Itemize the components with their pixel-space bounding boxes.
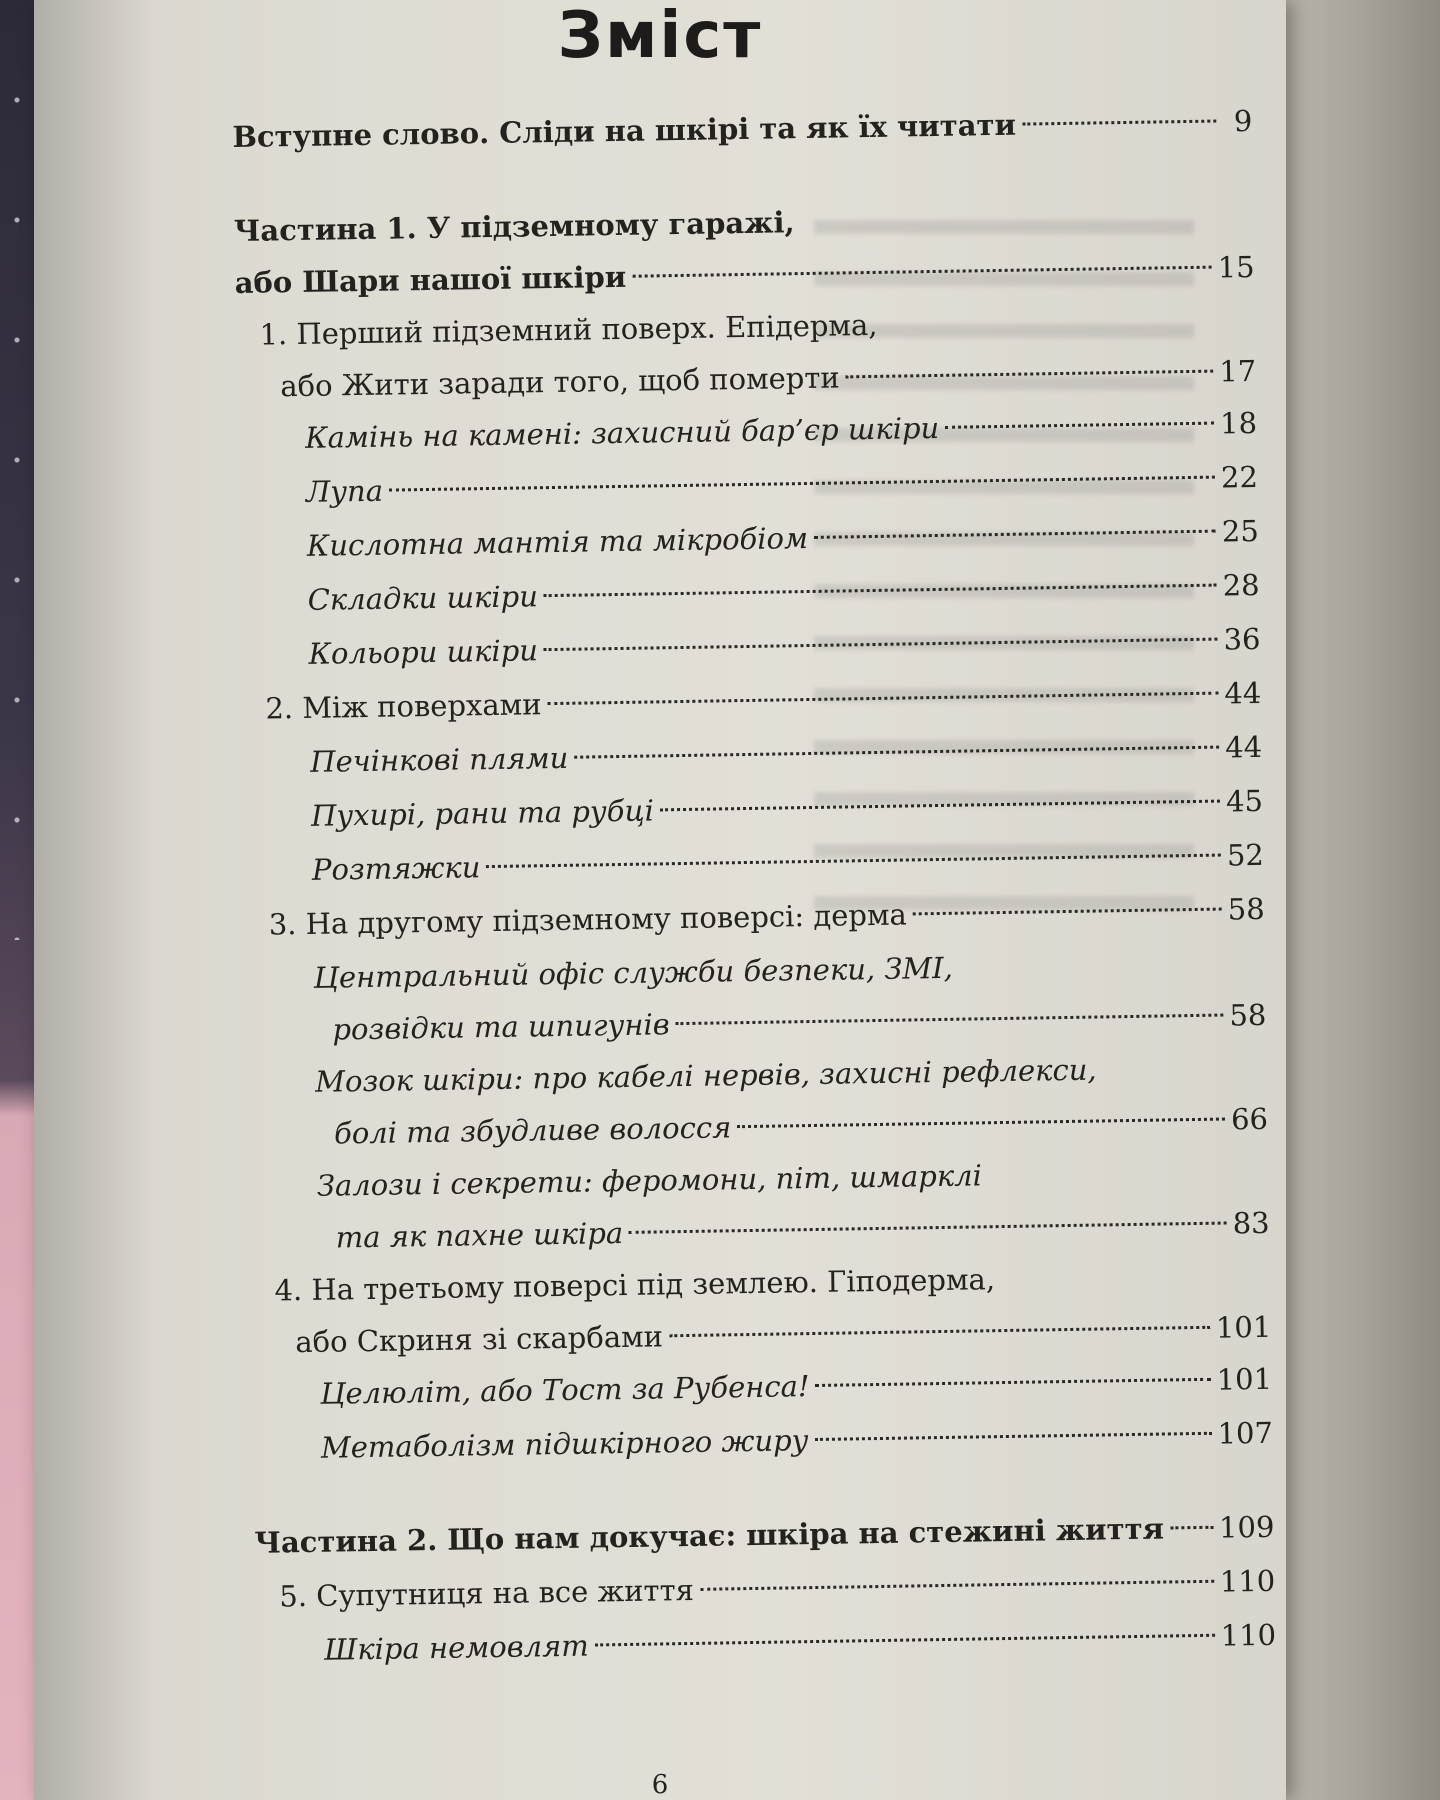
dot-leader	[846, 370, 1214, 379]
toc-entry-label: Лупа	[305, 473, 384, 509]
dot-leader	[676, 1014, 1224, 1026]
dot-leader	[945, 422, 1214, 429]
toc-entry-label: розвідки та шпигунів	[332, 1007, 670, 1047]
toc-entry-label: 4. На третьому поверсі під землею. Гіподерма,	[274, 1262, 996, 1308]
book-cover-edge	[0, 0, 34, 1800]
toc-page-number: 28	[1222, 567, 1260, 603]
dot-leader	[544, 638, 1218, 652]
toc-page-number: 44	[1224, 675, 1262, 711]
toc-entry-label: та як пахне шкіра	[335, 1215, 624, 1255]
toc-page-number: 83	[1232, 1205, 1270, 1241]
toc-page-number: 36	[1223, 621, 1261, 657]
toc-page-number: 17	[1219, 353, 1257, 389]
toc-entry-label: Метаболізм підшкірного жиру	[320, 1423, 809, 1465]
toc-page-number: 45	[1225, 783, 1264, 819]
toc-entry-label: Частина 2. Що нам докучає: шкіра на стежині життя	[254, 1511, 1165, 1560]
toc-entry-label: Камінь на камені: захисний бар’єр шкіри	[304, 410, 940, 455]
toc-page-number: 58	[1229, 997, 1267, 1033]
dot-leader	[1170, 1526, 1213, 1530]
toc-entry-label: або Скриня зі скарбами	[295, 1319, 664, 1360]
toc-entry-label: або Шари нашої шкіри	[234, 259, 627, 300]
page-number: 6	[651, 1770, 669, 1800]
toc-entry-label: Пухирі, рани та рубці	[310, 793, 655, 833]
dot-leader	[629, 1222, 1227, 1234]
toc-page-number: 22	[1220, 459, 1259, 495]
toc-page-number: 66	[1230, 1101, 1269, 1137]
dot-leader	[814, 1432, 1211, 1441]
page-title: Зміст	[557, 0, 763, 73]
toc-page-number: 9	[1233, 103, 1253, 139]
dot-leader	[737, 1118, 1225, 1129]
toc-page-number: 107	[1217, 1415, 1274, 1451]
toc-entry-label: Центральний офіс служби безпеки, ЗМІ,	[313, 950, 954, 995]
dot-leader	[815, 1378, 1210, 1387]
dot-leader	[700, 1580, 1214, 1591]
dot-leader	[486, 854, 1221, 869]
toc-entry-label: Целюліт, або Тост за Рубенса!	[319, 1369, 810, 1411]
toc-page-number: 101	[1215, 1309, 1272, 1345]
dot-leader	[389, 476, 1215, 492]
toc-entry-label: 1. Перший підземний поверх. Епідерма,	[259, 307, 878, 352]
toc-entry-label: Складки шкіри	[307, 579, 539, 617]
toc-entry-label: Кислотна мантія та мікробіом	[306, 521, 809, 563]
toc-page-number: 109	[1218, 1509, 1275, 1545]
toc-page-number: 15	[1217, 249, 1255, 285]
background	[1270, 0, 1440, 1800]
dot-leader	[660, 800, 1220, 812]
toc-page-number: 110	[1219, 1563, 1276, 1599]
dot-leader	[913, 908, 1222, 916]
table-of-contents	[232, 94, 1277, 1678]
page-gutter-shadow	[34, 0, 154, 1800]
toc-page-number: 18	[1219, 405, 1258, 441]
toc-entry-label: Шкіра немовлят	[323, 1628, 590, 1667]
dot-leader	[544, 584, 1217, 598]
dot-leader	[595, 1634, 1215, 1647]
toc-entry-label: Мозок шкіри: про кабелі нервів, захисні рефлекси,	[315, 1052, 1097, 1099]
toc-entry-label: Залози і секрети: феромони, піт, шмарклі	[316, 1158, 983, 1203]
dot-leader	[1022, 120, 1216, 126]
toc-page-number: 58	[1227, 891, 1265, 927]
dot-leader	[814, 530, 1216, 539]
dot-leader	[632, 266, 1211, 278]
cover-pattern	[8, 40, 26, 940]
toc-entry-label: Кольори шкіри	[308, 633, 539, 671]
dot-leader	[669, 1326, 1210, 1337]
toc-entry-label: 5. Супутниця на все життя	[279, 1572, 695, 1614]
toc-entry-label: 2. Між поверхами	[265, 687, 542, 726]
toc-entry-label: Розтяжки	[311, 850, 481, 887]
book-page	[34, 0, 1286, 1800]
toc-entry-label: 3. На другому підземному поверсі: дерма	[268, 897, 908, 942]
toc-entry-label: або Жити заради того, щоб померти	[280, 360, 840, 404]
toc-entry-label: болі та збудливе волосся	[333, 1110, 732, 1151]
dot-leader	[574, 746, 1219, 759]
toc-page-number: 110	[1220, 1617, 1277, 1653]
toc-page-number: 52	[1226, 837, 1265, 873]
toc-page-number: 101	[1216, 1361, 1273, 1397]
toc-page-number: 44	[1224, 729, 1263, 765]
toc-page-number: 25	[1221, 513, 1260, 549]
toc-entry-label: Частина 1. У підземному гаражі,	[233, 205, 795, 248]
toc-entry	[232, 94, 1253, 164]
toc-entry-label: Печінкові плями	[309, 740, 569, 779]
toc-entry-label: Вступне слово. Сліди на шкірі та як їх читати	[232, 107, 1017, 154]
dot-leader	[547, 692, 1218, 706]
